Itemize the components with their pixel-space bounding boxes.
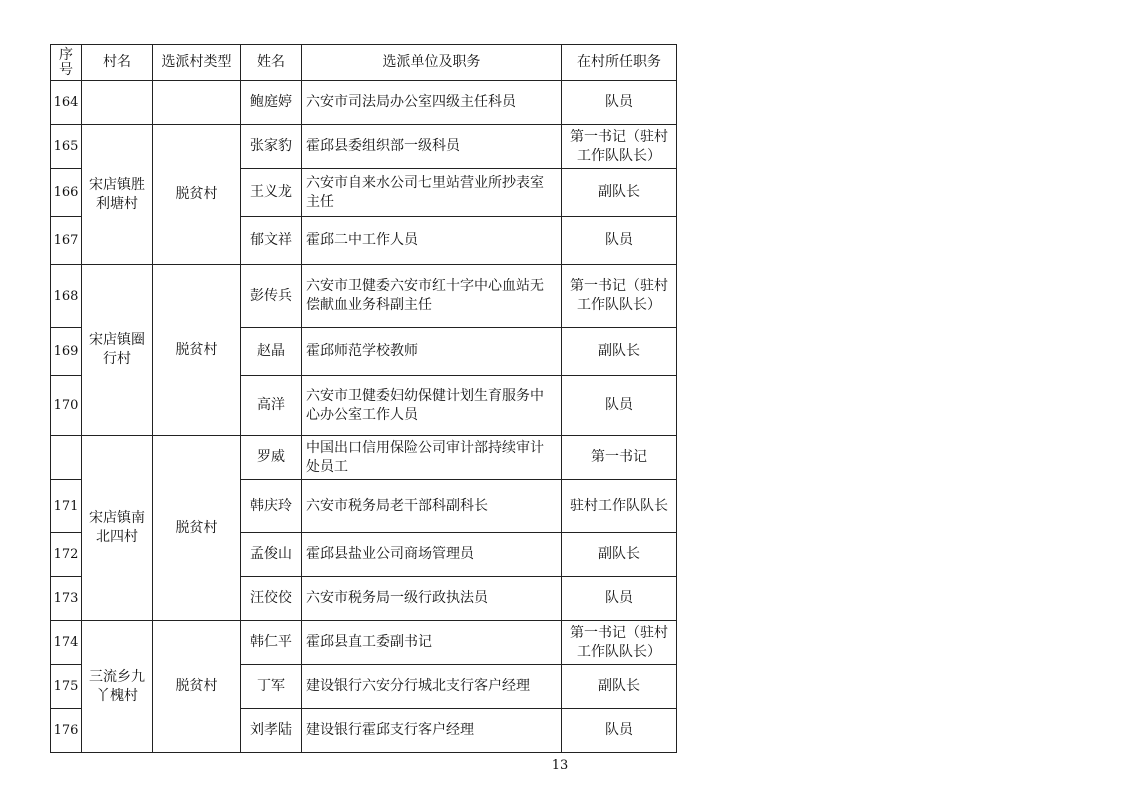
role-cell: 副队长 bbox=[562, 665, 677, 709]
role-cell: 第一书记（驻村工作队队长） bbox=[562, 621, 677, 665]
name-cell: 鲍庭婷 bbox=[241, 81, 302, 125]
role-cell: 副队长 bbox=[562, 328, 677, 376]
table-row bbox=[51, 125, 677, 169]
roster-table bbox=[50, 44, 677, 753]
unit-cell: 霍邱师范学校教师 bbox=[302, 328, 562, 376]
unit-cell: 六安市税务局老干部科副科长 bbox=[302, 480, 562, 533]
name-cell: 刘孝陆 bbox=[241, 709, 302, 753]
unit-cell: 六安市司法局办公室四级主任科员 bbox=[302, 81, 562, 125]
name-cell: 韩仁平 bbox=[241, 621, 302, 665]
unit-cell: 六安市卫健委六安市红十字中心血站无偿献血业务科副主任 bbox=[302, 265, 562, 328]
serial-cell: 176 bbox=[51, 709, 82, 753]
serial-cell: 172 bbox=[51, 533, 82, 577]
unit-cell: 六安市卫健委妇幼保健计划生育服务中心办公室工作人员 bbox=[302, 376, 562, 436]
name-cell: 郁文祥 bbox=[241, 217, 302, 265]
village-cell: 宋店镇胜利塘村 bbox=[82, 125, 153, 265]
unit-cell: 霍邱二中工作人员 bbox=[302, 217, 562, 265]
serial-cell: 175 bbox=[51, 665, 82, 709]
name-cell: 彭传兵 bbox=[241, 265, 302, 328]
table-row bbox=[51, 436, 677, 480]
serial-cell: 166 bbox=[51, 169, 82, 217]
page-number: 13 bbox=[551, 758, 569, 773]
unit-cell: 建设银行六安分行城北支行客户经理 bbox=[302, 665, 562, 709]
name-cell: 高洋 bbox=[241, 376, 302, 436]
name-cell: 罗威 bbox=[241, 436, 302, 480]
table-row bbox=[51, 621, 677, 665]
serial-cell: 171 bbox=[51, 480, 82, 533]
serial-cell: 165 bbox=[51, 125, 82, 169]
name-cell: 王义龙 bbox=[241, 169, 302, 217]
name-cell: 丁军 bbox=[241, 665, 302, 709]
role-cell: 第一书记（驻村工作队队长） bbox=[562, 265, 677, 328]
unit-cell: 霍邱县直工委副书记 bbox=[302, 621, 562, 665]
table-row bbox=[51, 265, 677, 328]
name-cell: 汪佼佼 bbox=[241, 577, 302, 621]
header-role: 在村所任职务 bbox=[562, 45, 677, 81]
role-cell: 队员 bbox=[562, 376, 677, 436]
role-cell: 第一书记 bbox=[562, 436, 677, 480]
table-row bbox=[51, 81, 677, 125]
role-cell: 队员 bbox=[562, 217, 677, 265]
unit-cell: 六安市自来水公司七里站营业所抄表室主任 bbox=[302, 169, 562, 217]
unit-cell: 中国出口信用保险公司审计部持续审计处员工 bbox=[302, 436, 562, 480]
serial-cell: 164 bbox=[51, 81, 82, 125]
village-type-cell: 脱贫村 bbox=[153, 265, 241, 436]
header-serial: 序 号 bbox=[51, 45, 82, 81]
role-cell: 队员 bbox=[562, 709, 677, 753]
role-cell: 队员 bbox=[562, 577, 677, 621]
role-cell: 第一书记（驻村工作队队长） bbox=[562, 125, 677, 169]
role-cell: 副队长 bbox=[562, 533, 677, 577]
role-cell: 队员 bbox=[562, 81, 677, 125]
serial-cell: 168 bbox=[51, 265, 82, 328]
header-unit: 选派单位及职务 bbox=[302, 45, 562, 81]
serial-cell bbox=[51, 436, 82, 480]
name-cell: 赵晶 bbox=[241, 328, 302, 376]
serial-cell: 169 bbox=[51, 328, 82, 376]
serial-cell: 167 bbox=[51, 217, 82, 265]
village-type-cell: 脱贫村 bbox=[153, 436, 241, 621]
header-village: 村名 bbox=[82, 45, 153, 81]
serial-cell: 170 bbox=[51, 376, 82, 436]
unit-cell: 霍邱县盐业公司商场管理员 bbox=[302, 533, 562, 577]
header-row bbox=[51, 45, 677, 81]
village-cell: 三流乡九丫槐村 bbox=[82, 621, 153, 753]
unit-cell: 六安市税务局一级行政执法员 bbox=[302, 577, 562, 621]
header-name: 姓名 bbox=[241, 45, 302, 81]
village-cell: 宋店镇南北四村 bbox=[82, 436, 153, 621]
serial-cell: 174 bbox=[51, 621, 82, 665]
village-type-cell: 脱贫村 bbox=[153, 125, 241, 265]
serial-cell: 173 bbox=[51, 577, 82, 621]
header-type: 选派村类型 bbox=[153, 45, 241, 81]
name-cell: 张家豹 bbox=[241, 125, 302, 169]
unit-cell: 霍邱县委组织部一级科员 bbox=[302, 125, 562, 169]
village-cell bbox=[82, 81, 153, 125]
unit-cell: 建设银行霍邱支行客户经理 bbox=[302, 709, 562, 753]
name-cell: 韩庆玲 bbox=[241, 480, 302, 533]
village-type-cell bbox=[153, 81, 241, 125]
name-cell: 孟俊山 bbox=[241, 533, 302, 577]
village-type-cell: 脱贫村 bbox=[153, 621, 241, 753]
role-cell: 副队长 bbox=[562, 169, 677, 217]
table-body bbox=[51, 81, 677, 753]
role-cell: 驻村工作队队长 bbox=[562, 480, 677, 533]
village-cell: 宋店镇圈行村 bbox=[82, 265, 153, 436]
